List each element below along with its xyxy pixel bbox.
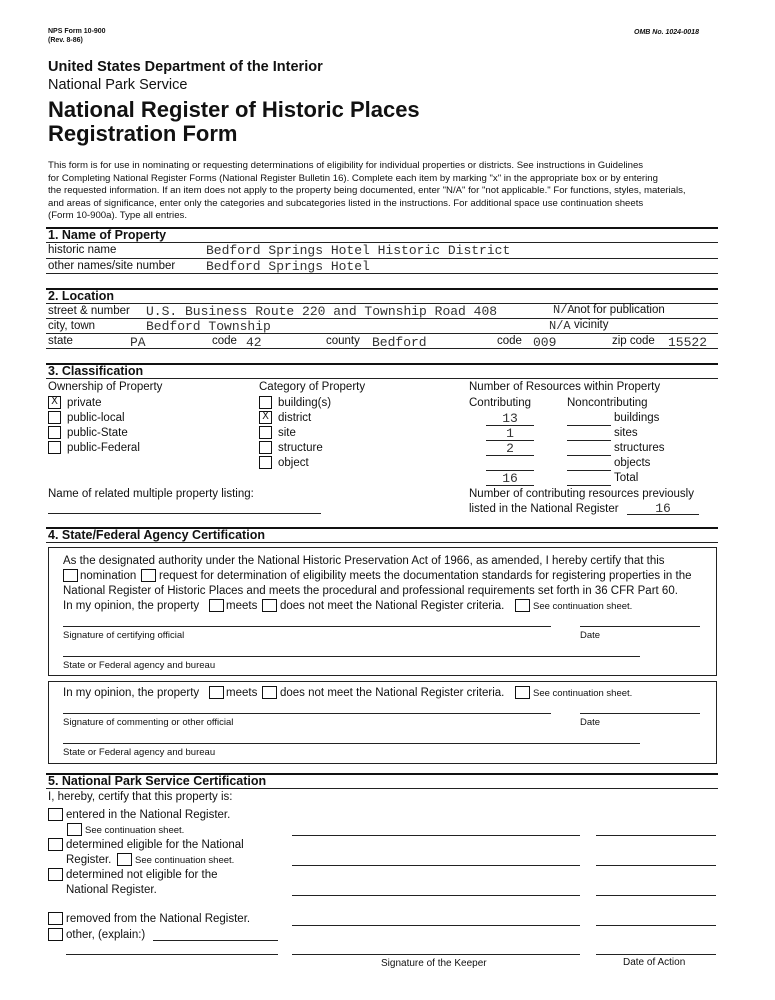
nomination-label: nomination xyxy=(80,570,137,582)
contributing-buildings[interactable]: 13 xyxy=(502,411,518,426)
state-code-label: code xyxy=(212,335,237,347)
instructions-line: and areas of significance, enter only the categories and subcategories listed in the instructions. For additional space use continuation sheets xyxy=(48,197,644,209)
cert-paragraph-3: National Register of Historic Places and meets the procedural and professional requirements set forth in 36 CFR Part 60. xyxy=(63,585,678,597)
noncontributing-structures-line[interactable] xyxy=(567,455,611,456)
action-date-line[interactable] xyxy=(596,865,716,866)
category-object-label: object xyxy=(278,457,309,469)
rule xyxy=(46,542,718,543)
removed-checkbox[interactable] xyxy=(48,912,63,925)
determined-eligible-label-2: Register. xyxy=(66,854,112,866)
nps-cert-intro: I, hereby, certify that this property is: xyxy=(48,791,233,803)
noncontributing-objects-line[interactable] xyxy=(567,470,611,471)
ownership-public-federal-checkbox[interactable] xyxy=(48,441,61,454)
category-site-label: site xyxy=(278,427,296,439)
resources-heading: Number of Resources within Property xyxy=(469,381,661,393)
rule xyxy=(46,348,718,349)
continuation-label: See continuation sheet. xyxy=(135,855,235,866)
nomination-checkbox[interactable] xyxy=(63,569,78,582)
meets-checkbox[interactable] xyxy=(209,599,224,612)
state-field[interactable]: PA xyxy=(130,335,146,350)
action-date-line[interactable] xyxy=(596,954,716,955)
city-label: city, town xyxy=(48,320,96,332)
section-1-title: 1. Name of Property xyxy=(48,228,167,242)
does-not-meet-label: does not meet the National Register criteria. xyxy=(280,600,505,612)
rule xyxy=(486,455,534,456)
other-explain-field-2[interactable] xyxy=(66,954,278,955)
determined-eligible-checkbox[interactable] xyxy=(48,838,63,851)
ownership-private-checkbox[interactable]: X xyxy=(48,396,61,409)
previously-listed-label-2: listed in the National Register xyxy=(469,503,619,515)
contributing-heading: Contributing xyxy=(469,397,532,409)
zip-label: zip code xyxy=(612,335,655,347)
noncontributing-buildings-line[interactable] xyxy=(567,425,611,426)
meets-label: meets xyxy=(226,600,258,612)
resource-structures-label: structures xyxy=(614,442,665,454)
determined-not-eligible-label-2: National Register. xyxy=(66,884,157,896)
entered-label: entered in the National Register. xyxy=(66,809,231,821)
continuation-checkbox[interactable] xyxy=(515,686,530,699)
instructions-line: (Form 10-900a). Type all entries. xyxy=(48,210,187,222)
noncontributing-heading: Noncontributing xyxy=(567,397,648,409)
signature-commenting-label: Signature of commenting or other official xyxy=(63,717,234,728)
state-code-field[interactable]: 42 xyxy=(246,335,262,350)
ownership-public-local-checkbox[interactable] xyxy=(48,411,61,424)
not-for-publication-mark[interactable]: N/A xyxy=(553,303,575,317)
omb-number: OMB No. 1024-0018 xyxy=(634,29,699,36)
instructions-line: This form is for use in nominating or requesting determinations of eligibility for individual properties or districts. See instructions in Guidelines xyxy=(48,160,644,171)
continuation-label: See continuation sheet. xyxy=(533,688,633,699)
section-divider xyxy=(46,288,718,290)
service-name: National Park Service xyxy=(48,77,188,93)
department-name: United States Department of the Interior xyxy=(48,59,323,75)
historic-name-label: historic name xyxy=(48,244,117,256)
category-structure-label: structure xyxy=(278,442,323,454)
ownership-public-local-label: public-local xyxy=(67,412,125,424)
cert-paragraph-2: request for determination of eligibility meets the documentation standards for registering properties in the xyxy=(159,570,692,582)
category-site-checkbox[interactable] xyxy=(259,426,272,439)
ownership-heading: Ownership of Property xyxy=(48,381,163,393)
date-label: Date xyxy=(580,630,601,641)
rule xyxy=(627,514,699,515)
does-not-meet-label: does not meet the National Register criteria. xyxy=(280,687,505,699)
zip-field[interactable]: 15522 xyxy=(668,335,708,350)
rule xyxy=(486,485,534,486)
historic-name-field[interactable]: Bedford Springs Hotel Historic District xyxy=(206,243,511,258)
category-district-checkbox[interactable]: X xyxy=(259,411,272,424)
form-number: NPS Form 10-900 xyxy=(48,28,106,35)
determined-eligible-label: determined eligible for the National xyxy=(66,839,244,851)
other-label: other, (explain:) xyxy=(66,929,146,941)
agency-line[interactable] xyxy=(63,743,640,744)
other-names-label: other names/site number xyxy=(48,260,176,272)
other-explain-field[interactable] xyxy=(153,940,278,941)
ownership-public-state-label: public-State xyxy=(67,427,128,439)
instructions-line: for Completing National Register Forms (National Register Bulletin 16). Complete each item by marking "x" in the appropriate box or by entering xyxy=(48,172,658,184)
instructions-line: the requested information. If an item does not apply to the property being documented, enter "N/A" for "not applicable." For functions, styles, materials, xyxy=(48,185,686,197)
rule xyxy=(46,788,718,789)
removed-label: removed from the National Register. xyxy=(66,913,251,925)
resource-sites-label: sites xyxy=(614,427,638,439)
continuation-checkbox[interactable] xyxy=(515,599,530,612)
date-of-action-label: Date of Action xyxy=(623,957,686,968)
date-line[interactable] xyxy=(580,626,700,627)
resource-total-label: Total xyxy=(614,472,639,484)
continuation-label: See continuation sheet. xyxy=(533,601,633,612)
ownership-public-state-checkbox[interactable] xyxy=(48,426,61,439)
rule xyxy=(46,258,718,259)
opinion-label: In my opinion, the property xyxy=(63,600,200,612)
form-title: National Register of Historic Places xyxy=(48,97,420,122)
rule xyxy=(46,333,718,334)
street-label: street & number xyxy=(48,305,130,317)
keeper-signature-line[interactable] xyxy=(292,954,580,955)
category-buildings-checkbox[interactable] xyxy=(259,396,272,409)
does-not-meet-checkbox[interactable] xyxy=(262,599,277,612)
eligibility-request-checkbox[interactable] xyxy=(141,569,156,582)
section-4-title: 4. State/Federal Agency Certification xyxy=(48,528,265,542)
agency-line[interactable] xyxy=(63,656,640,657)
does-not-meet-checkbox[interactable] xyxy=(262,686,277,699)
contributing-sites[interactable]: 1 xyxy=(506,426,514,441)
action-date-line[interactable] xyxy=(596,835,716,836)
previously-listed-count[interactable]: 16 xyxy=(655,501,671,516)
vicinity-label: vicinity xyxy=(574,319,609,331)
section-2-title: 2. Location xyxy=(48,289,114,303)
other-checkbox[interactable] xyxy=(48,928,63,941)
form-revision: (Rev. 8-86) xyxy=(48,37,83,44)
section-3-title: 3. Classification xyxy=(48,364,144,378)
not-for-publication-label: not for publication xyxy=(574,304,665,316)
entered-continuation-checkbox[interactable] xyxy=(67,823,82,836)
category-buildings-label: building(s) xyxy=(278,397,332,409)
county-label: county xyxy=(326,335,360,347)
form-subtitle: Registration Form xyxy=(48,121,238,146)
keeper-signature-line[interactable] xyxy=(292,895,580,896)
county-field[interactable]: Bedford xyxy=(372,335,427,350)
determined-not-eligible-checkbox[interactable] xyxy=(48,868,63,881)
county-code-label: code xyxy=(497,335,522,347)
agency-label: State or Federal agency and bureau xyxy=(63,660,216,671)
continuation-label: See continuation sheet. xyxy=(85,825,185,836)
meets-checkbox[interactable] xyxy=(209,686,224,699)
state-label: state xyxy=(48,335,73,347)
noncontributing-total-line[interactable] xyxy=(567,485,611,486)
action-date-line[interactable] xyxy=(596,895,716,896)
contributing-structures[interactable]: 2 xyxy=(506,441,514,456)
street-field[interactable]: U.S. Business Route 220 and Township Road 408 xyxy=(146,304,498,319)
rule xyxy=(46,378,718,379)
resource-buildings-label: buildings xyxy=(614,412,660,424)
keeper-signature-line[interactable] xyxy=(292,925,580,926)
section-divider xyxy=(46,363,718,365)
eligible-continuation-checkbox[interactable] xyxy=(117,853,132,866)
date-line[interactable] xyxy=(580,713,700,714)
category-heading: Category of Property xyxy=(259,381,366,393)
keeper-signature-line[interactable] xyxy=(292,835,580,836)
entered-checkbox[interactable] xyxy=(48,808,63,821)
category-object-checkbox[interactable] xyxy=(259,456,272,469)
contributing-total[interactable]: 16 xyxy=(502,471,518,486)
ownership-public-federal-label: public-Federal xyxy=(67,442,140,454)
noncontributing-sites-line[interactable] xyxy=(567,440,611,441)
ownership-private-label: private xyxy=(67,397,102,409)
category-district-label: district xyxy=(278,412,312,424)
keeper-signature-line[interactable] xyxy=(292,865,580,866)
vicinity-mark[interactable]: N/A xyxy=(549,319,571,333)
action-date-line[interactable] xyxy=(596,925,716,926)
previously-listed-label: Number of contributing resources previously xyxy=(469,488,694,500)
category-structure-checkbox[interactable] xyxy=(259,441,272,454)
county-code-field[interactable]: 009 xyxy=(533,335,557,350)
meets-label: meets xyxy=(226,687,258,699)
city-field[interactable]: Bedford Township xyxy=(146,319,271,334)
rule xyxy=(46,273,718,274)
section-5-title: 5. National Park Service Certification xyxy=(48,774,267,788)
signature-line[interactable] xyxy=(63,626,551,627)
signature-certifying-label: Signature of certifying official xyxy=(63,630,185,641)
related-listing-label: Name of related multiple property listing: xyxy=(48,488,254,500)
related-listing-field[interactable] xyxy=(48,513,321,514)
agency-label: State or Federal agency and bureau xyxy=(63,747,216,758)
resource-objects-label: objects xyxy=(614,457,651,469)
opinion-label: In my opinion, the property xyxy=(63,687,200,699)
other-names-field[interactable]: Bedford Springs Hotel xyxy=(206,259,370,274)
signature-line[interactable] xyxy=(63,713,551,714)
cert-paragraph-1: As the designated authority under the National Historic Preservation Act of 1966, as amended, I hereby certify that this xyxy=(63,555,665,567)
date-label: Date xyxy=(580,717,601,728)
determined-not-eligible-label: determined not eligible for the xyxy=(66,869,218,881)
keeper-signature-label: Signature of the Keeper xyxy=(381,958,487,969)
